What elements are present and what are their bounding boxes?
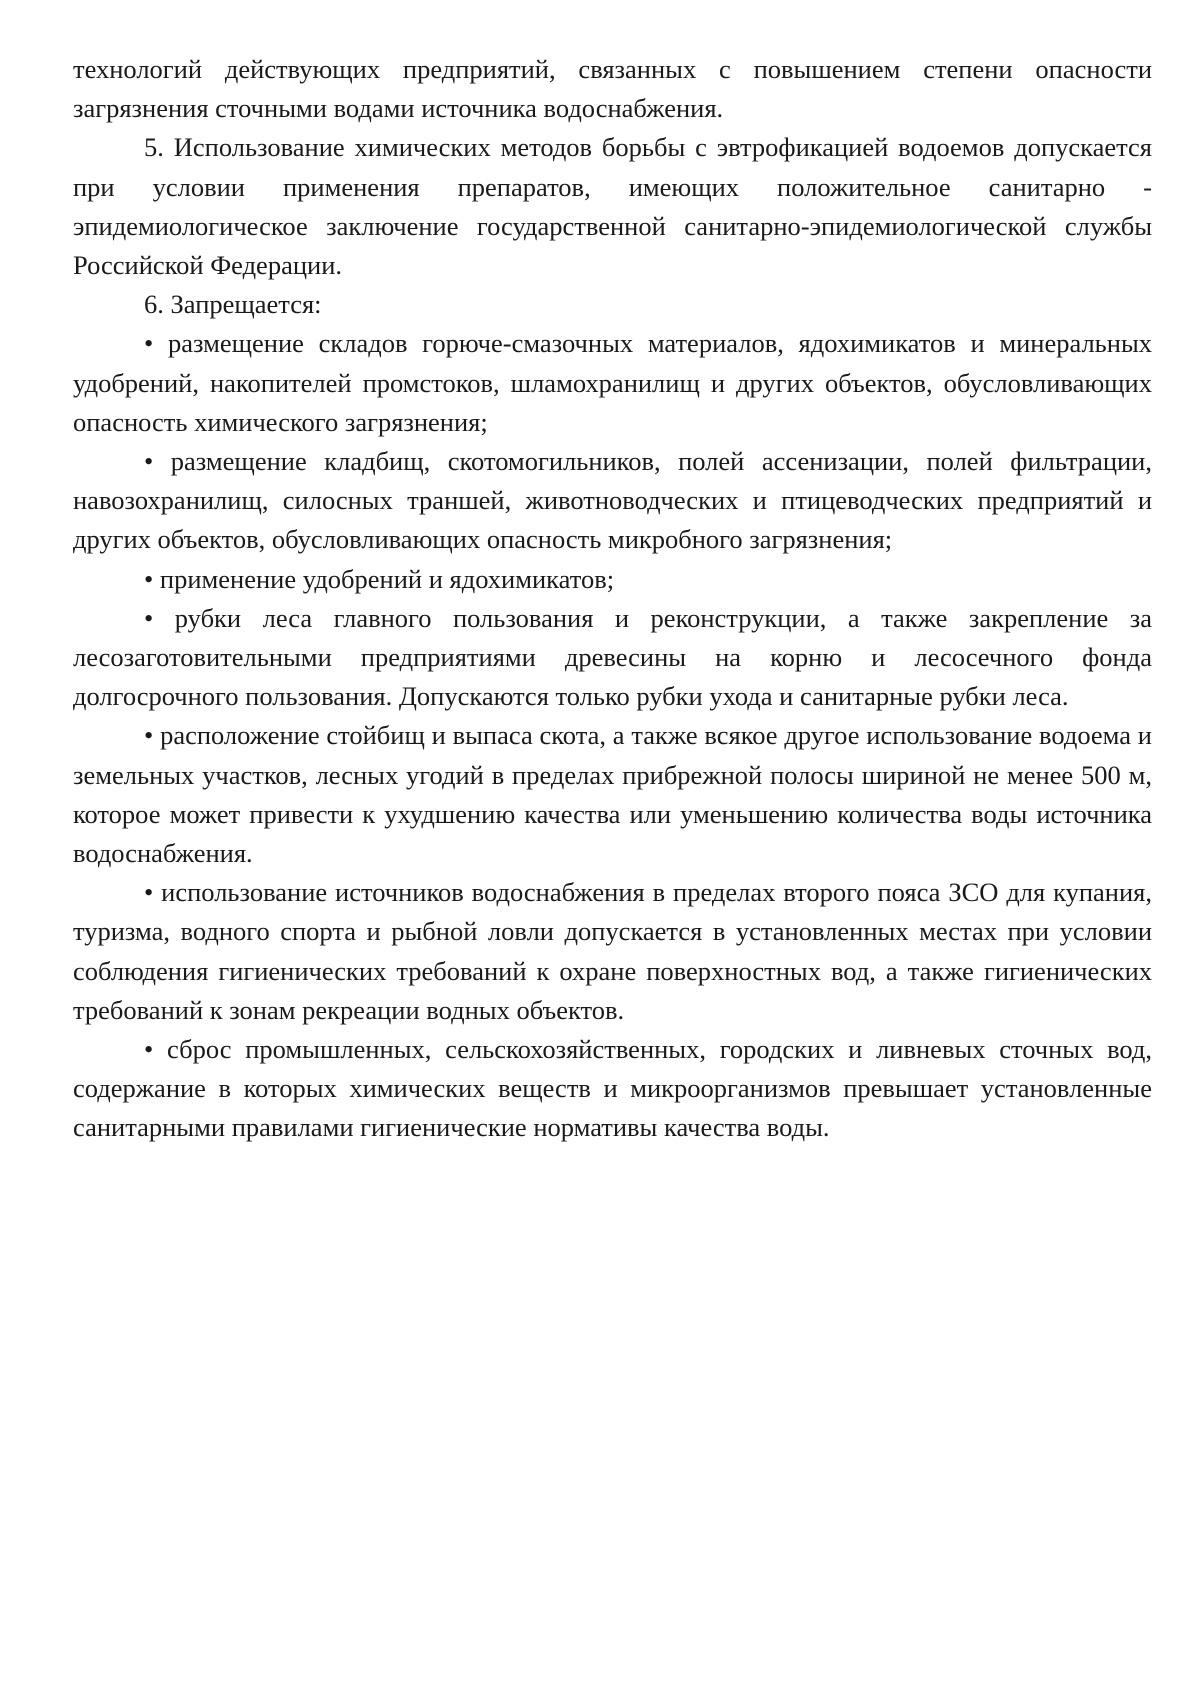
item-5-paragraph: 5. Использование химических методов борьбы с эвтрофикацией водоемов допускается при условии применения препаратов, имеющих положительное санитарно - эпидемиологическое заключение государственной санитарно-эпидемиологической службы Российской Федерации. [73,132,1152,281]
bullet-item: • сброс промышленных, сельскохозяйственных, городских и ливневых сточных вод, содержание в которых химических веществ и микроорганизмов превышает установленные санитарными правилами гигиенические нормативы качества воды. [73,1034,1152,1143]
bullet-item: • рубки леса главного пользования и реконструкции, а также закрепление за лесозаготовительными предприятиями древесины на корню и лесосечного фонда долгосрочного пользования. Допускаются только рубки ухода и санитарные рубки леса. [73,602,1152,712]
bullet-item: • применение удобрений и ядохимикатов; [144,563,615,594]
document-page [73,50,1152,1148]
continuation-paragraph: технологий действующих предприятий, связанных с повышением степени опасности загрязнения сточными водами источника водоснабжения. [73,54,1152,124]
item-6-heading: 6. Запрещается: [144,289,322,320]
bullet-item: • размещение кладбищ, скотомогильников, полей ассенизации, полей фильтрации, навозохранилищ, силосных траншей, животноводческих и птицеводческих предприятий и других объектов, обусловливающих опасность микробного загрязнения; [73,446,1152,555]
bullet-item: • расположение стойбищ и выпаса скота, а также всякое другое использование водоема и земельных участков, лесных угодий в пределах прибрежной полосы шириной не менее 500 м, которое может привести к ухудшению качества или уменьшению количества воды источника водоснабжения. [73,720,1152,869]
bullet-item: • использование источников водоснабжения в пределах второго пояса ЗСО для купания, туризма, водного спорта и рыбной ловли допускается в установленных местах при условии соблюдения гигиенических требований к охране поверхностных вод, а также гигиенических требований к зонам рекреации водных объектов. [73,877,1152,1025]
bullet-item: • размещение складов горюче-смазочных материалов, ядохимикатов и минеральных удобрений, накопителей промстоков, шламохранилищ и других объектов, обусловливающих опасность химического загрязнения; [73,328,1152,437]
